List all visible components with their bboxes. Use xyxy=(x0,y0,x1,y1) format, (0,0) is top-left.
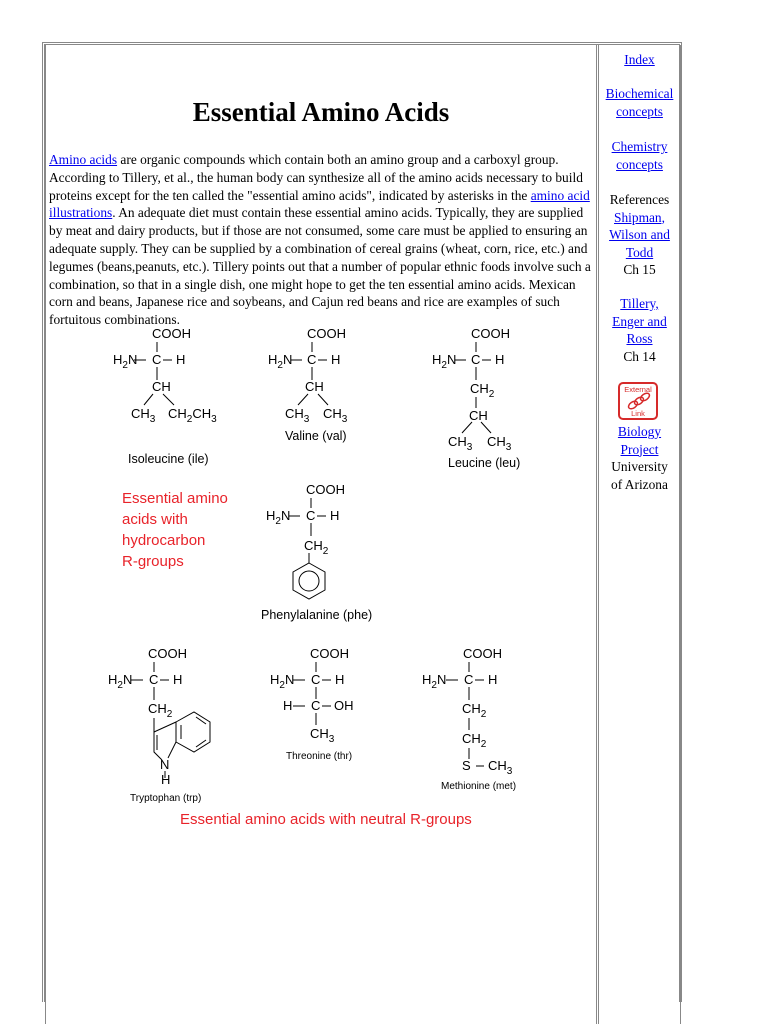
tillery-chapter: Ch 14 xyxy=(623,348,656,364)
tryptophan-h2n: $H_2N$ xyxy=(108,672,133,691)
amino-acid-illustrations-link[interactable]: amino acid illustrations xyxy=(49,187,590,221)
methionine-h2n: $H_2N$ xyxy=(422,672,447,691)
threonine-oh: OH xyxy=(334,698,354,713)
sidebar-references xyxy=(599,191,680,279)
tryptophan-cooh: COOH xyxy=(148,646,187,661)
valine-ch3-right: $CH_3$ xyxy=(323,406,348,425)
neutral-group-label: Essential amino acids with neutral R-groups xyxy=(180,811,472,828)
phenylalanine-h2n: $H_2N$ xyxy=(266,508,291,527)
hydrocarbon-group-label-line3: hydrocarbon xyxy=(122,532,206,549)
methionine-h: H xyxy=(488,672,498,687)
chemistry-concepts-link[interactable]: Chemistry concepts xyxy=(611,139,668,172)
sidebar-chemistry xyxy=(599,138,680,173)
references-label: References xyxy=(609,192,670,207)
threonine-h: H xyxy=(335,672,345,687)
leucine-name: Leucine (leu) xyxy=(448,456,521,470)
leucine-ch2: $CH_2$ xyxy=(470,381,495,400)
leucine-alpha-c: C xyxy=(471,352,481,367)
sidebar-biochem xyxy=(599,85,680,120)
leucine-ch: CH xyxy=(469,408,488,423)
leucine-h2n: $H_2N$ xyxy=(432,352,457,371)
university-label: University of Arizona xyxy=(611,459,668,492)
methionine-alpha-c: C xyxy=(464,672,474,687)
methionine-s: S xyxy=(462,758,471,773)
biochemical-concepts-link[interactable]: Biochemical concepts xyxy=(605,86,674,119)
isoleucine-cooh: COOH xyxy=(152,326,191,341)
leucine-ch3-right: $CH_3$ xyxy=(487,434,512,453)
methionine-cooh: COOH xyxy=(463,646,502,661)
threonine-cooh: COOH xyxy=(310,646,349,661)
page-title: Essential Amino Acids xyxy=(192,97,450,127)
isoleucine-name: Isoleucine (ile) xyxy=(128,452,209,466)
threonine-name: Threonine (thr) xyxy=(286,751,353,762)
tryptophan-h: H xyxy=(173,672,183,687)
leucine-cooh: COOH xyxy=(471,326,510,341)
phenylalanine-cooh: COOH xyxy=(306,482,345,497)
leucine-ch3-left: $CH_3$ xyxy=(448,434,473,453)
threonine-beta-c: C xyxy=(311,698,321,713)
valine-name: Valine (val) xyxy=(285,429,347,443)
isoleucine-ch: CH xyxy=(152,379,171,394)
tryptophan-n: N xyxy=(160,757,170,772)
valine-h: H xyxy=(331,352,341,367)
isoleucine-h2n: $H_2N$ xyxy=(113,352,138,371)
isoleucine-alpha-c: C xyxy=(152,352,162,367)
tryptophan-ch2: $CH_2$ xyxy=(148,701,173,720)
valine-ch3-left: $CH_3$ xyxy=(285,406,310,425)
phenylalanine-h: H xyxy=(330,508,340,523)
methionine-name: Methionine (met) xyxy=(441,781,517,792)
isoleucine-ch2ch3: $CH_2CH_3$ xyxy=(168,406,217,425)
valine-h2n: $H_2N$ xyxy=(268,352,293,371)
tryptophan-nh: H xyxy=(161,772,171,787)
sidebar-biology-project xyxy=(599,423,680,493)
tillery-link[interactable]: Tillery, Enger and Ross xyxy=(612,296,667,346)
intro-text-1: are organic compounds which contain both an amino group and a carboxyl group. According to Tillery, et al., the human body can synthesize all of the amino acids necessary to build proteins except for the ten called the "essential amino acids", indicated by asterisks in the xyxy=(49,152,583,203)
sidebar-index xyxy=(599,51,680,69)
sidebar xyxy=(598,45,681,1024)
methionine-ch3: $CH_3$ xyxy=(488,758,513,777)
shipman-chapter: Ch 15 xyxy=(623,262,656,277)
index-link[interactable]: Index xyxy=(624,52,655,67)
hydrocarbon-group-label-line1: Essential amino xyxy=(122,490,228,507)
isoleucine-ch3: $CH_3$ xyxy=(131,406,156,425)
leucine-h: H xyxy=(495,352,505,367)
hydrocarbon-group-label-line2: acids with xyxy=(122,511,188,528)
threonine-ch3: $CH_3$ xyxy=(310,726,335,745)
valine-ch: CH xyxy=(305,379,324,394)
tryptophan-name: Tryptophan (trp) xyxy=(130,793,202,804)
phenylalanine-alpha-c: C xyxy=(306,508,316,523)
tryptophan-alpha-c: C xyxy=(149,672,159,687)
external-link-icon[interactable]: External Link xyxy=(618,382,658,420)
threonine-beta-h: H xyxy=(283,698,293,713)
valine-alpha-c: C xyxy=(307,352,317,367)
isoleucine-h: H xyxy=(176,352,186,367)
sidebar-tillery xyxy=(599,295,680,365)
amino-acids-link[interactable]: Amino acids xyxy=(49,152,118,167)
hydrocarbon-group-label-line4: R-groups xyxy=(122,553,184,570)
biology-project-link[interactable]: Biology Project xyxy=(617,424,662,457)
threonine-h2n: $H_2N$ xyxy=(270,672,295,691)
shipman-link[interactable]: Shipman, Wilson and Todd xyxy=(609,209,670,260)
methionine-ch2-b: $CH_2$ xyxy=(462,731,487,750)
valine-cooh: COOH xyxy=(307,326,346,341)
methionine-ch2-a: $CH_2$ xyxy=(462,701,487,720)
intro-text-2: . An adequate diet must contain these essential amino acids. Typically, they are supplied by meat and dairy products, but if those are not consumed, some care must be applied to ensuring an adequate supply. They can be supplied by a combination of cereal grains (wheat, corn, rice, etc.) and legumes (beans,peanuts, etc.). Tillery points out that a number of popular ethnic foods involve such a combination, so that in a single dish, one might hope to get the ten essential amino acids. Mexican corn and beans, Japanese rice and soybeans, and Cajun red beans and rice are examples of such fortuitous combinations. xyxy=(49,205,591,328)
phenylalanine-name: Phenylalanine (phe) xyxy=(261,608,373,622)
phenylalanine-ch2: $CH_2$ xyxy=(304,538,329,557)
threonine-alpha-c: C xyxy=(311,672,321,687)
